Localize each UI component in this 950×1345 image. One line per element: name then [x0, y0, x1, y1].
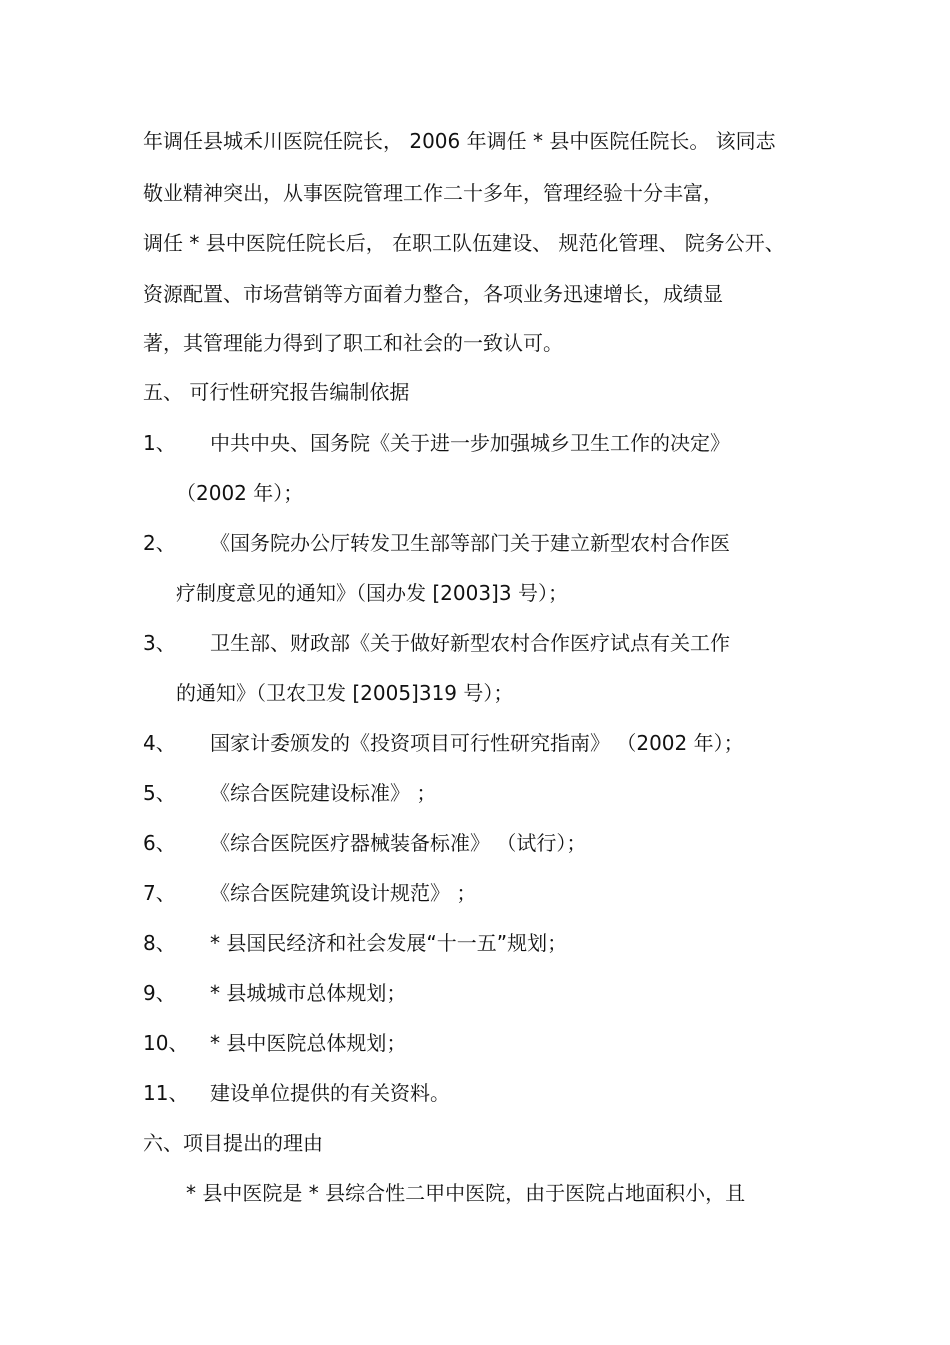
- list-item-text: 《综合医院建设标准》 ；: [210, 781, 437, 805]
- section-heading: 五、 可行性研究报告编制依据: [143, 380, 410, 404]
- list-item-text: 国家计委颁发的《投资项目可行性研究指南》 （2002 年）；: [210, 731, 744, 755]
- list-item-text: 《国务院办公厅转发卫生部等部门关于建立新型农村合作医: [210, 531, 730, 555]
- list-item-continuation: （2002 年）；: [176, 481, 304, 505]
- list-item-number: 11、: [143, 1081, 189, 1105]
- paragraph-line: 资源配置、市场营销等方面着力整合，各项业务迅速增长，成绩显: [143, 282, 723, 306]
- list-item-number: 9、: [143, 981, 176, 1005]
- list-item-text: 中共中央、国务院《关于进一步加强城乡卫生工作的决定》: [210, 431, 730, 455]
- list-item-number: 6、: [143, 831, 176, 855]
- list-item-text: * 县城城市总体规划；: [210, 981, 407, 1005]
- paragraph-line: * 县中医院是 * 县综合性二甲中医院，由于医院占地面积小，且: [186, 1181, 746, 1205]
- list-item-number: 5、: [143, 781, 176, 805]
- list-item-text: 建设单位提供的有关资料。: [210, 1081, 450, 1105]
- paragraph-line: 调任 * 县中医院任院长后， 在职工队伍建设、 规范化管理、 院务公开、: [143, 231, 785, 255]
- list-item-text: * 县国民经济和社会发展“十一五”规划；: [210, 931, 568, 955]
- list-item-number: 4、: [143, 731, 176, 755]
- list-item-number: 8、: [143, 931, 176, 955]
- list-item-text: 《综合医院建筑设计规范》 ；: [210, 881, 477, 905]
- paragraph-line: 年调任县城禾川医院任院长， 2006 年调任 * 县中医院任院长。 该同志: [143, 129, 776, 153]
- list-item-number: 2、: [143, 531, 176, 555]
- paragraph-line: 敬业精神突出，从事医院管理工作二十多年，管理经验十分丰富，: [143, 181, 723, 205]
- list-item-number: 1、: [143, 431, 176, 455]
- list-item-text: * 县中医院总体规划；: [210, 1031, 407, 1055]
- list-item-number: 7、: [143, 881, 176, 905]
- paragraph-line: 著，其管理能力得到了职工和社会的一致认可。: [143, 331, 563, 355]
- list-item-number: 3、: [143, 631, 176, 655]
- list-item-number: 10、: [143, 1031, 189, 1055]
- section-heading: 六、项目提出的理由: [143, 1131, 323, 1155]
- list-item-text: 《综合医院医疗器械装备标准》 （试行）；: [210, 831, 587, 855]
- list-item-text: 卫生部、财政部《关于做好新型农村合作医疗试点有关工作: [210, 631, 730, 655]
- list-item-continuation: 疗制度意见的通知》（国办发 [2003]3 号）；: [176, 581, 568, 605]
- list-item-continuation: 的通知》（卫农卫发 [2005]319 号）；: [176, 681, 514, 705]
